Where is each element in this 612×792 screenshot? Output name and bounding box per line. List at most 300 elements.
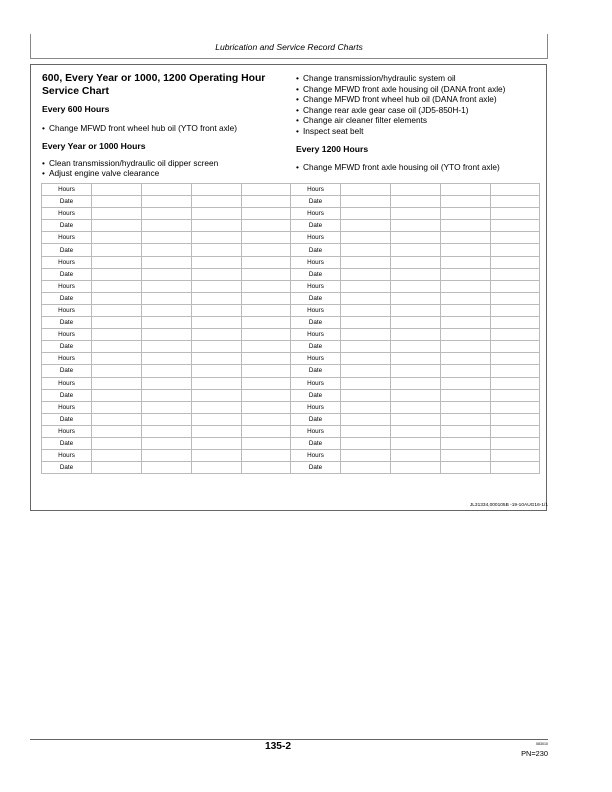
table-row <box>42 377 291 389</box>
hours-label-cell: Hours <box>42 232 92 244</box>
record-entry-cell <box>242 220 291 232</box>
record-entry-cell <box>491 317 540 329</box>
hours-label-cell: Hours <box>42 256 92 268</box>
chart-title-line-2: Service Chart <box>42 86 109 97</box>
list-item: • Clean transmission/hydraulic oil dipper screen <box>42 158 219 168</box>
hours-label-cell: Hours <box>42 353 92 365</box>
record-entry-cell <box>242 268 291 280</box>
date-label-cell: Date <box>291 292 341 304</box>
table-row <box>42 389 291 401</box>
record-entry-cell <box>242 280 291 292</box>
record-entry-cell <box>192 425 242 437</box>
list-item: • Adjust engine valve clearance <box>42 168 160 178</box>
record-entry-cell <box>142 268 192 280</box>
record-entry-cell <box>142 425 192 437</box>
record-entry-cell <box>391 329 441 341</box>
record-entry-cell <box>142 317 192 329</box>
record-entry-cell <box>92 353 142 365</box>
table-row <box>291 232 540 244</box>
hours-label-cell: Hours <box>291 280 341 292</box>
record-entry-cell <box>142 256 192 268</box>
table-row <box>291 425 540 437</box>
record-entry-cell <box>92 413 142 425</box>
record-entry-cell <box>491 232 540 244</box>
record-entry-cell <box>391 244 441 256</box>
record-entry-cell <box>242 341 291 353</box>
record-entry-cell <box>192 437 242 449</box>
record-entry-cell <box>341 292 391 304</box>
record-entry-cell <box>242 232 291 244</box>
list-item: • Change transmission/hydraulic system oil <box>296 73 456 83</box>
record-entry-cell <box>491 437 540 449</box>
record-entry-cell <box>341 196 391 208</box>
page-header-title: Lubrication and Service Record Charts <box>215 42 363 52</box>
record-entry-cell <box>491 450 540 462</box>
record-entry-cell <box>142 437 192 449</box>
date-label-cell: Date <box>42 437 92 449</box>
table-row <box>42 208 291 220</box>
record-entry-cell <box>192 450 242 462</box>
record-entry-cell <box>441 268 491 280</box>
table-row <box>291 196 540 208</box>
record-entry-cell <box>391 377 441 389</box>
record-entry-cell <box>491 304 540 316</box>
service-record-grid-left <box>41 183 291 474</box>
record-entry-cell <box>441 304 491 316</box>
record-entry-cell <box>441 425 491 437</box>
footer-divider <box>30 739 548 740</box>
record-entry-cell <box>142 353 192 365</box>
heading-1200-hours: Every 1200 Hours <box>296 144 369 154</box>
record-entry-cell <box>341 244 391 256</box>
bullet-icon: • <box>296 94 299 104</box>
record-entry-cell <box>391 437 441 449</box>
record-entry-cell <box>92 329 142 341</box>
record-entry-cell <box>142 184 192 196</box>
date-label-cell: Date <box>42 268 92 280</box>
table-row <box>42 184 291 196</box>
record-entry-cell <box>192 220 242 232</box>
record-entry-cell <box>142 377 192 389</box>
record-entry-cell <box>142 450 192 462</box>
record-entry-cell <box>441 317 491 329</box>
page-number: 135-2 <box>264 741 292 752</box>
service-record-grid-right <box>290 183 540 474</box>
table-row <box>291 304 540 316</box>
table-row <box>42 280 291 292</box>
table-row <box>291 317 540 329</box>
record-entry-cell <box>192 413 242 425</box>
record-entry-cell <box>491 268 540 280</box>
record-entry-cell <box>142 304 192 316</box>
record-entry-cell <box>92 401 142 413</box>
record-entry-cell <box>92 341 142 353</box>
record-entry-cell <box>92 232 142 244</box>
record-entry-cell <box>142 413 192 425</box>
bullet-icon: • <box>296 105 299 115</box>
date-label-cell: Date <box>42 244 92 256</box>
record-entry-cell <box>491 292 540 304</box>
table-row <box>291 292 540 304</box>
record-entry-cell <box>391 353 441 365</box>
bullet-icon: • <box>296 84 299 94</box>
record-entry-cell <box>341 220 391 232</box>
table-row <box>42 196 291 208</box>
list-item: • Change MFWD front axle housing oil (YTO front axle) <box>296 162 500 172</box>
table-row <box>291 389 540 401</box>
footer-small-code: 083010 <box>536 742 548 746</box>
record-entry-cell <box>192 256 242 268</box>
record-entry-cell <box>142 341 192 353</box>
table-row <box>42 304 291 316</box>
table-row <box>42 341 291 353</box>
date-label-cell: Date <box>42 462 92 474</box>
record-entry-cell <box>192 268 242 280</box>
record-entry-cell <box>441 184 491 196</box>
record-entry-cell <box>441 341 491 353</box>
record-entry-cell <box>341 353 391 365</box>
table-row <box>42 450 291 462</box>
table-row <box>42 256 291 268</box>
record-entry-cell <box>341 280 391 292</box>
pn-number: PN=230 <box>521 749 548 758</box>
record-entry-cell <box>391 196 441 208</box>
record-entry-cell <box>491 184 540 196</box>
list-item: • Change rear axle gear case oil (JD5-850H-1) <box>296 105 469 115</box>
record-entry-cell <box>92 244 142 256</box>
record-entry-cell <box>341 304 391 316</box>
record-entry-cell <box>142 208 192 220</box>
hours-label-cell: Hours <box>291 377 341 389</box>
list-item: • Change air cleaner filter elements <box>296 115 428 125</box>
record-entry-cell <box>391 450 441 462</box>
date-label-cell: Date <box>291 413 341 425</box>
hours-label-cell: Hours <box>291 450 341 462</box>
date-label-cell: Date <box>291 317 341 329</box>
hours-label-cell: Hours <box>291 232 341 244</box>
date-label-cell: Date <box>42 389 92 401</box>
table-row <box>42 244 291 256</box>
table-row <box>291 244 540 256</box>
record-entry-cell <box>341 184 391 196</box>
record-entry-cell <box>142 280 192 292</box>
record-entry-cell <box>92 317 142 329</box>
record-entry-cell <box>341 232 391 244</box>
heading-1000-hours: Every Year or 1000 Hours <box>42 141 146 151</box>
record-entry-cell <box>491 365 540 377</box>
record-entry-cell <box>341 329 391 341</box>
record-entry-cell <box>441 256 491 268</box>
record-entry-cell <box>341 425 391 437</box>
record-entry-cell <box>192 244 242 256</box>
record-entry-cell <box>192 389 242 401</box>
record-entry-cell <box>391 462 441 474</box>
record-entry-cell <box>92 377 142 389</box>
table-row <box>291 208 540 220</box>
hours-label-cell: Hours <box>42 184 92 196</box>
record-entry-cell <box>192 353 242 365</box>
date-label-cell: Date <box>291 220 341 232</box>
table-row <box>291 365 540 377</box>
record-entry-cell <box>441 208 491 220</box>
record-entry-cell <box>441 401 491 413</box>
table-row <box>42 425 291 437</box>
record-entry-cell <box>242 184 291 196</box>
record-entry-cell <box>391 220 441 232</box>
record-entry-cell <box>192 208 242 220</box>
date-label-cell: Date <box>291 268 341 280</box>
record-entry-cell <box>341 256 391 268</box>
record-entry-cell <box>491 329 540 341</box>
table-row <box>291 329 540 341</box>
table-row <box>42 220 291 232</box>
record-entry-cell <box>142 389 192 401</box>
document-code: JL31334,000105B -19-10AUG16-1/1 <box>469 503 548 508</box>
hours-label-cell: Hours <box>291 329 341 341</box>
record-entry-cell <box>142 196 192 208</box>
record-entry-cell <box>242 413 291 425</box>
record-entry-cell <box>242 462 291 474</box>
table-row <box>291 413 540 425</box>
record-entry-cell <box>142 244 192 256</box>
record-entry-cell <box>92 280 142 292</box>
bullet-icon: • <box>296 115 299 125</box>
chart-title-line-1: 600, Every Year or 1000, 1200 Operating Hour <box>42 73 266 84</box>
record-entry-cell <box>242 437 291 449</box>
date-label-cell: Date <box>291 389 341 401</box>
record-entry-cell <box>242 196 291 208</box>
record-entry-cell <box>491 389 540 401</box>
record-entry-cell <box>242 304 291 316</box>
record-entry-cell <box>491 462 540 474</box>
record-entry-cell <box>491 280 540 292</box>
table-row <box>42 413 291 425</box>
list-item: • Change MFWD front wheel hub oil (DANA front axle) <box>296 94 497 104</box>
record-entry-cell <box>441 389 491 401</box>
record-entry-cell <box>391 256 441 268</box>
record-entry-cell <box>441 462 491 474</box>
header-divider <box>30 58 548 59</box>
date-label-cell: Date <box>42 341 92 353</box>
record-entry-cell <box>242 377 291 389</box>
record-entry-cell <box>92 304 142 316</box>
date-label-cell: Date <box>42 413 92 425</box>
record-entry-cell <box>192 292 242 304</box>
record-entry-cell <box>441 437 491 449</box>
record-entry-cell <box>491 208 540 220</box>
record-entry-cell <box>92 365 142 377</box>
record-entry-cell <box>391 413 441 425</box>
record-entry-cell <box>192 341 242 353</box>
record-entry-cell <box>391 389 441 401</box>
record-entry-cell <box>142 462 192 474</box>
bullet-icon: • <box>42 123 45 133</box>
record-entry-cell <box>92 292 142 304</box>
record-entry-cell <box>391 365 441 377</box>
table-row <box>42 462 291 474</box>
hours-label-cell: Hours <box>42 208 92 220</box>
record-entry-cell <box>242 401 291 413</box>
record-entry-cell <box>192 184 242 196</box>
record-entry-cell <box>142 329 192 341</box>
record-entry-cell <box>92 268 142 280</box>
hours-label-cell: Hours <box>42 329 92 341</box>
date-label-cell: Date <box>42 317 92 329</box>
date-label-cell: Date <box>42 292 92 304</box>
record-entry-cell <box>92 462 142 474</box>
table-row <box>42 329 291 341</box>
record-entry-cell <box>242 389 291 401</box>
record-entry-cell <box>341 208 391 220</box>
table-row <box>291 437 540 449</box>
record-entry-cell <box>92 208 142 220</box>
date-label-cell: Date <box>291 196 341 208</box>
record-entry-cell <box>491 401 540 413</box>
record-entry-cell <box>242 256 291 268</box>
hours-label-cell: Hours <box>291 184 341 196</box>
table-row <box>291 268 540 280</box>
table-row <box>42 292 291 304</box>
bullet-icon: • <box>296 126 299 136</box>
record-entry-cell <box>341 401 391 413</box>
table-row <box>42 353 291 365</box>
record-entry-cell <box>341 413 391 425</box>
table-row <box>42 268 291 280</box>
date-label-cell: Date <box>291 365 341 377</box>
record-entry-cell <box>441 196 491 208</box>
bullet-icon: • <box>296 73 299 83</box>
heading-600-hours: Every 600 Hours <box>42 104 110 114</box>
record-entry-cell <box>391 425 441 437</box>
record-entry-cell <box>92 256 142 268</box>
record-entry-cell <box>242 425 291 437</box>
record-entry-cell <box>341 389 391 401</box>
record-entry-cell <box>142 220 192 232</box>
record-entry-cell <box>242 208 291 220</box>
bullet-icon: • <box>42 158 45 168</box>
record-entry-cell <box>391 268 441 280</box>
record-entry-cell <box>391 317 441 329</box>
record-entry-cell <box>491 256 540 268</box>
table-row <box>291 341 540 353</box>
date-label-cell: Date <box>291 437 341 449</box>
record-entry-cell <box>242 244 291 256</box>
record-entry-cell <box>242 365 291 377</box>
table-row <box>291 280 540 292</box>
record-entry-cell <box>192 317 242 329</box>
date-label-cell: Date <box>291 341 341 353</box>
hours-label-cell: Hours <box>42 401 92 413</box>
table-row <box>42 365 291 377</box>
record-entry-cell <box>441 280 491 292</box>
record-entry-cell <box>391 232 441 244</box>
record-entry-cell <box>441 365 491 377</box>
date-label-cell: Date <box>291 462 341 474</box>
date-label-cell: Date <box>42 220 92 232</box>
record-entry-cell <box>391 401 441 413</box>
record-entry-cell <box>441 377 491 389</box>
record-entry-cell <box>242 450 291 462</box>
date-label-cell: Date <box>42 196 92 208</box>
hours-label-cell: Hours <box>42 425 92 437</box>
record-entry-cell <box>92 450 142 462</box>
record-entry-cell <box>341 450 391 462</box>
record-entry-cell <box>192 401 242 413</box>
table-row <box>291 401 540 413</box>
list-item: • Change MFWD front wheel hub oil (YTO front axle) <box>42 123 237 133</box>
record-entry-cell <box>92 425 142 437</box>
record-entry-cell <box>491 220 540 232</box>
record-entry-cell <box>341 462 391 474</box>
hours-label-cell: Hours <box>42 450 92 462</box>
hours-label-cell: Hours <box>42 280 92 292</box>
table-row <box>291 184 540 196</box>
list-item: • Inspect seat belt <box>296 126 364 136</box>
record-entry-cell <box>441 292 491 304</box>
date-label-cell: Date <box>291 244 341 256</box>
hours-label-cell: Hours <box>42 377 92 389</box>
record-entry-cell <box>441 353 491 365</box>
record-entry-cell <box>341 377 391 389</box>
record-entry-cell <box>391 184 441 196</box>
list-item: • Change MFWD front axle housing oil (DANA front axle) <box>296 84 506 94</box>
date-label-cell: Date <box>42 365 92 377</box>
hours-label-cell: Hours <box>291 208 341 220</box>
record-entry-cell <box>192 280 242 292</box>
table-row <box>291 450 540 462</box>
hours-label-cell: Hours <box>291 256 341 268</box>
record-entry-cell <box>192 329 242 341</box>
hours-label-cell: Hours <box>291 401 341 413</box>
record-entry-cell <box>441 220 491 232</box>
record-entry-cell <box>192 304 242 316</box>
table-row <box>291 220 540 232</box>
record-entry-cell <box>341 317 391 329</box>
record-entry-cell <box>391 280 441 292</box>
record-entry-cell <box>491 244 540 256</box>
record-entry-cell <box>491 341 540 353</box>
record-entry-cell <box>491 413 540 425</box>
record-entry-cell <box>92 220 142 232</box>
record-entry-cell <box>242 329 291 341</box>
table-row <box>42 317 291 329</box>
table-row <box>42 437 291 449</box>
table-row <box>291 256 540 268</box>
record-entry-cell <box>142 232 192 244</box>
table-row <box>42 232 291 244</box>
record-entry-cell <box>441 244 491 256</box>
record-entry-cell <box>92 196 142 208</box>
record-entry-cell <box>491 353 540 365</box>
record-entry-cell <box>391 304 441 316</box>
record-entry-cell <box>192 196 242 208</box>
chart-title <box>42 72 292 98</box>
record-entry-cell <box>92 184 142 196</box>
record-entry-cell <box>142 401 192 413</box>
record-entry-cell <box>92 389 142 401</box>
record-entry-cell <box>441 413 491 425</box>
record-entry-cell <box>242 317 291 329</box>
table-row <box>291 462 540 474</box>
hours-label-cell: Hours <box>291 304 341 316</box>
record-entry-cell <box>391 341 441 353</box>
hours-label-cell: Hours <box>42 304 92 316</box>
record-entry-cell <box>341 365 391 377</box>
record-entry-cell <box>441 329 491 341</box>
bullet-icon: • <box>42 168 45 178</box>
table-row <box>42 401 291 413</box>
record-entry-cell <box>341 437 391 449</box>
